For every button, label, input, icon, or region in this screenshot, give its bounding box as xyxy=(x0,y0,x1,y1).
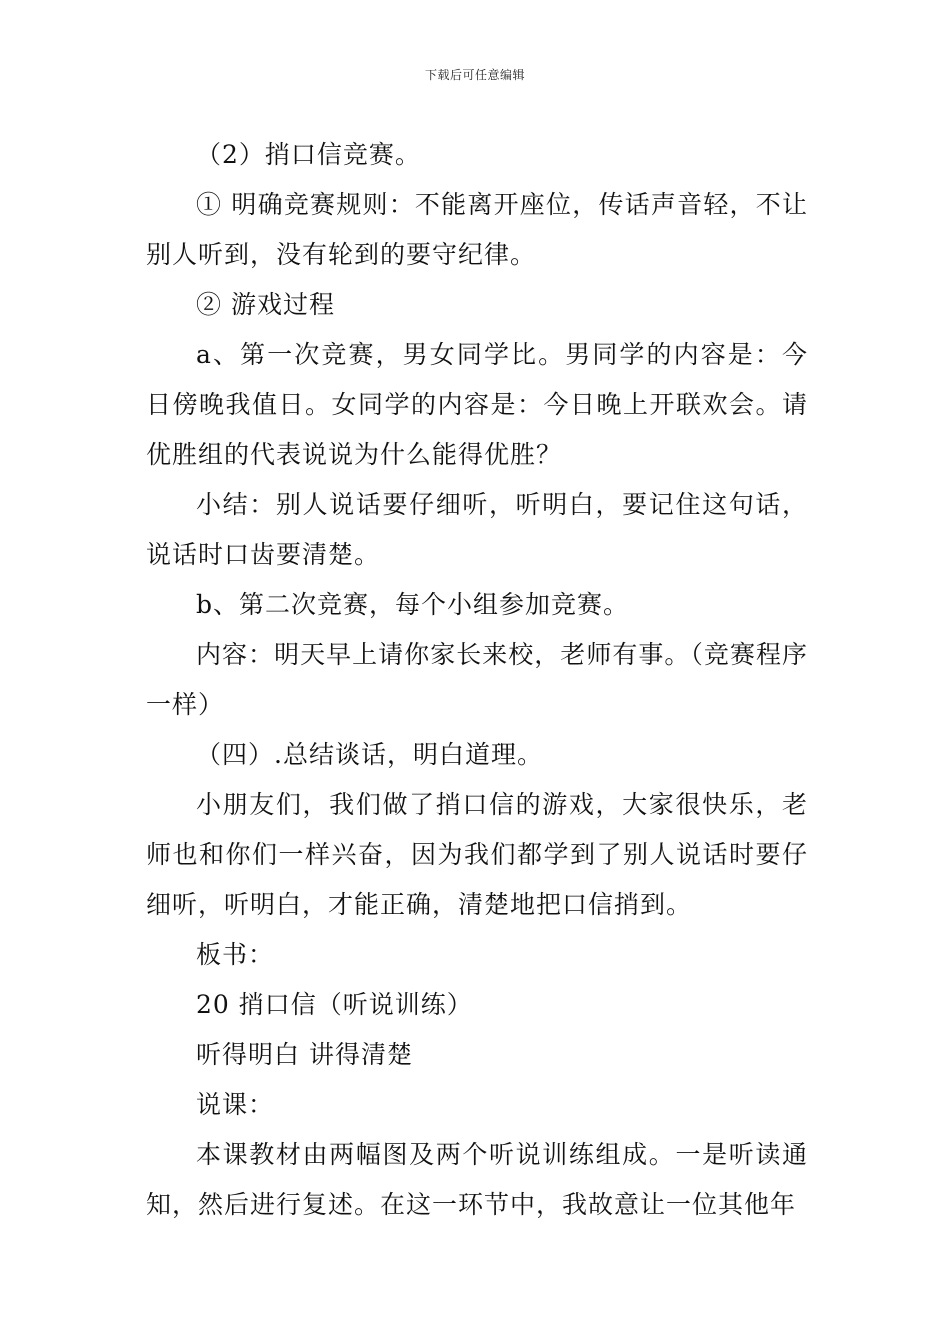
paragraph-second-content: 内容：明天早上请你家长来校，老师有事。（竞赛程序一样） xyxy=(146,640,808,719)
paragraph-second-round: b、第二次竞赛，每个小组参加竞赛。 xyxy=(196,590,630,619)
paragraph-lesson-talk: 本课教材由两幅图及两个听说训练组成。一是听读通知，然后进行复述。在这一环节中，我故意让一位其他年 xyxy=(146,1140,808,1219)
paragraph-first-round: a、第一次竞赛，男女同学比。男同学的内容是：今日傍晚我值日。女同学的内容是：今日晚上开联欢会。请优胜组的代表说说为什么能得优胜？ xyxy=(146,340,808,469)
paragraph-lesson-talk-label: 说课： xyxy=(196,1090,275,1119)
paragraph-board-subtitle: 听得明白 讲得清楚 xyxy=(196,1040,413,1069)
paragraph-section-four: （四）.总结谈话，明白道理。 xyxy=(196,740,543,769)
paragraph-conclusion: 小朋友们，我们做了捎口信的游戏，大家很快乐，老师也和你们一样兴奋，因为我们都学到了别人说话时要仔细听，听明白，才能正确，清楚地把口信捎到。 xyxy=(146,790,808,919)
page-header-note: 下载后可任意编辑 xyxy=(424,68,525,82)
paragraph-game-process: ② 游戏过程 xyxy=(196,290,335,319)
paragraph-contest-title: （2）捎口信竞赛。 xyxy=(196,140,421,169)
paragraph-contest-rules: ① 明确竞赛规则：不能离开座位，传话声音轻，不让别人听到，没有轮到的要守纪律。 xyxy=(146,190,808,269)
paragraph-board-title: 20 捎口信（听说训练） xyxy=(196,990,473,1019)
paragraph-summary: 小结：别人说话要仔细听，听明白，要记住这句话，说话时口齿要清楚。 xyxy=(146,490,808,569)
document-body xyxy=(146,130,808,1230)
paragraph-board-label: 板书： xyxy=(196,940,275,969)
